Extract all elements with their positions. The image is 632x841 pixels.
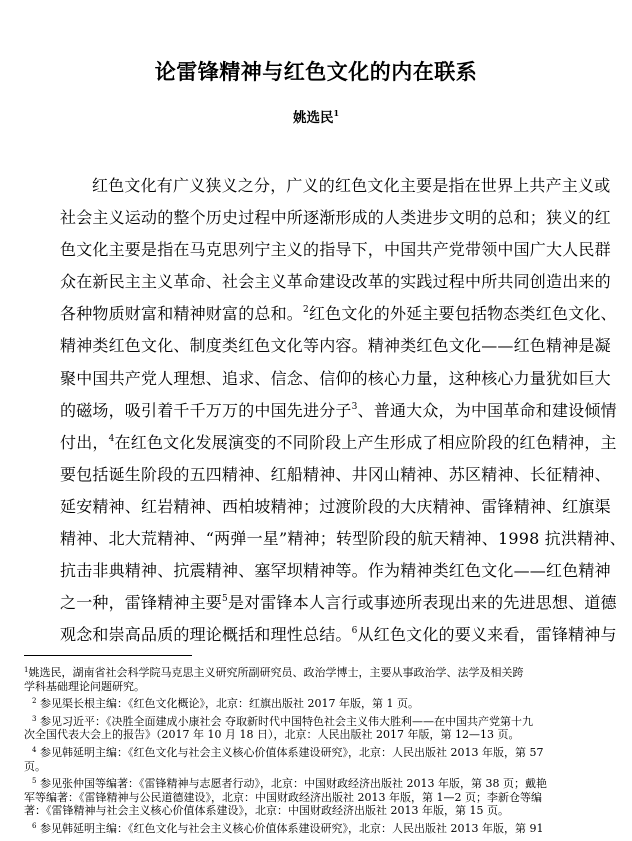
author-name: 姚选民 — [292, 110, 334, 126]
footnote-text: 页。 — [24, 759, 46, 773]
footnote-text: 次全国代表大会上的报告》（2017 年 10 月 18 日），北京：人民出版社 2017 年版，第 12—13 页。 — [24, 728, 520, 742]
body-text: 聚中国共产党人理想、追求、信念、信仰的核心力量，这种核心力量犹如巨大 — [60, 368, 611, 388]
footnote-mark: 2 — [32, 697, 37, 706]
footnote-text: 参见张仲国等编著：《雷锋精神与志愿者行动》，北京：中国财政经济出版社 2013 年版，第 38 页；戴艳 — [39, 777, 547, 791]
footnote-text: 参见韩延明主编：《红色文化与社会主义核心价值体系建设研究》，北京：人民出版社 2013 年版，第 57 — [39, 745, 544, 759]
footnote-ref: 6 — [351, 626, 358, 637]
body-text: 延安精神、红岩精神、西柏坡精神；过渡阶段的大庆精神、雷锋精神、红旗渠 — [60, 496, 611, 516]
footnote-text: 姚选民，湖南省社会科学院马克思主义研究所副研究员、政治学博士，主要从事政治学、法学及相关跨 — [28, 666, 524, 679]
footnote-line — [24, 822, 584, 836]
body-text: 色文化主要是指在马克思列宁主义的指导下，中国共产党带领中国广大人民群 — [60, 240, 611, 260]
body-text: 要包括诞生阶段的五四精神、红船精神、井冈山精神、苏区精神、长征精神、 — [60, 464, 611, 484]
footnote-separator — [24, 655, 192, 656]
body-text: 的磁场，吸引着千千万万的中国先进分子 — [60, 400, 352, 420]
footnote-ref: 3 — [351, 401, 358, 412]
footnote-text: 军等编著：《雷锋精神与公民道德建设》，北京：中国财政经济出版社 2013 年版，第 1—2 页；李新仓等编 — [24, 790, 542, 804]
body-text: 、普通大众，为中国革命和建设倾情 — [357, 400, 617, 420]
body-text: 付出， — [60, 432, 109, 452]
body-line — [60, 555, 611, 587]
author-line — [0, 106, 632, 126]
body-text: 是对雷锋本人言行或事迹所表现出来的先进思想、道德 — [227, 593, 617, 613]
body-text: 在红色文化发展演变的不同阶段上产生形成了相应阶段的红色精神，主 — [114, 432, 617, 452]
body-line — [60, 427, 617, 459]
body-line — [60, 395, 617, 427]
body-text: 红色文化有广义狭义之分，广义的红色文化主要是指在世界上共产主义或 — [92, 176, 611, 195]
body-line — [60, 266, 611, 298]
footnote-mark: 5 — [32, 777, 37, 786]
body-line — [60, 363, 611, 395]
footnote-line — [24, 746, 584, 760]
body-text: 精神、北大荒精神、“两弹一星”精神；转型阶段的航天精神、1998 抗洪精神、 — [60, 529, 626, 549]
footnote-line — [24, 697, 584, 711]
footnote-text: 参见习近平：《决胜全面建成小康社会 夺取新时代中国特色社会主义伟大胜利——在中国共产党第十九 — [39, 714, 533, 728]
footnote-mark: 1 — [24, 666, 29, 674]
body-line — [60, 523, 626, 555]
footnote-ref: 4 — [108, 433, 115, 444]
body-text: 之一种，雷锋精神主要 — [60, 593, 223, 613]
body-text: 众在新民主主义革命、社会主义革命建设改革的实践过程中所共同创造出来的 — [60, 272, 611, 292]
body-text: 观念和崇高品质的理论概括和理性总结。 — [60, 625, 352, 645]
body-line — [60, 491, 611, 523]
body-text: 各种物质财富和精神财富的总和。 — [60, 304, 304, 324]
footnote-line — [24, 666, 584, 680]
footnote-ref: 2 — [303, 305, 309, 316]
body-text: 抗击非典精神、抗震精神、塞罕坝精神等。作为精神类红色文化——红色精神 — [60, 561, 611, 581]
body-line — [60, 202, 611, 234]
footnotes — [24, 666, 584, 836]
footnote-ref: 5 — [222, 594, 228, 605]
body-line — [60, 459, 611, 491]
footnote-mark: 4 — [32, 745, 37, 754]
body-text: 红色文化的外延主要包括物态类红色文化、 — [308, 304, 617, 324]
footnote-text: 学科基础理论问题研究。 — [24, 679, 145, 693]
body-text: 社会主义运动的整个历史过程中所逐渐形成的人类进步文明的总和；狭义的红 — [60, 208, 611, 228]
body-paragraph — [60, 170, 626, 651]
footnote-line — [24, 804, 584, 818]
footnote-mark: 6 — [32, 821, 37, 830]
footnote-line — [24, 680, 584, 694]
author-footnote-mark: 1 — [333, 108, 340, 118]
footnote-text: 参见韩延明主编：《红色文化与社会主义核心价值体系建设研究》，北京：人民出版社 2013 年版，第 91 — [39, 821, 544, 835]
body-line — [60, 587, 617, 619]
footnote-line — [24, 715, 584, 729]
body-line — [60, 619, 617, 651]
footnote-line — [24, 760, 584, 774]
body-line — [60, 298, 617, 330]
paper-title: 论雷锋精神与红色文化的内在联系 — [154, 60, 478, 84]
footnote-line — [24, 728, 584, 742]
body-text: 精神类红色文化、制度类红色文化等内容。精神类红色文化——红色精神是凝 — [60, 336, 611, 356]
footnote-text: 参见渠长根主编：《红色文化概论》，北京：红旗出版社 2017 年版，第 1 页。 — [39, 697, 419, 711]
footnote-mark: 3 — [32, 714, 37, 723]
body-line — [60, 330, 611, 362]
body-line — [60, 170, 611, 202]
body-text: 从红色文化的要义来看，雷锋精神与 — [357, 625, 617, 645]
body-line — [60, 234, 611, 266]
footnote-line — [24, 777, 584, 791]
footnote-text: 著：《雷锋精神与社会主义核心价值体系建设》，北京：中国财政经济出版社 2013 年版，第 15 页。 — [24, 804, 509, 818]
footnote-line — [24, 791, 584, 805]
